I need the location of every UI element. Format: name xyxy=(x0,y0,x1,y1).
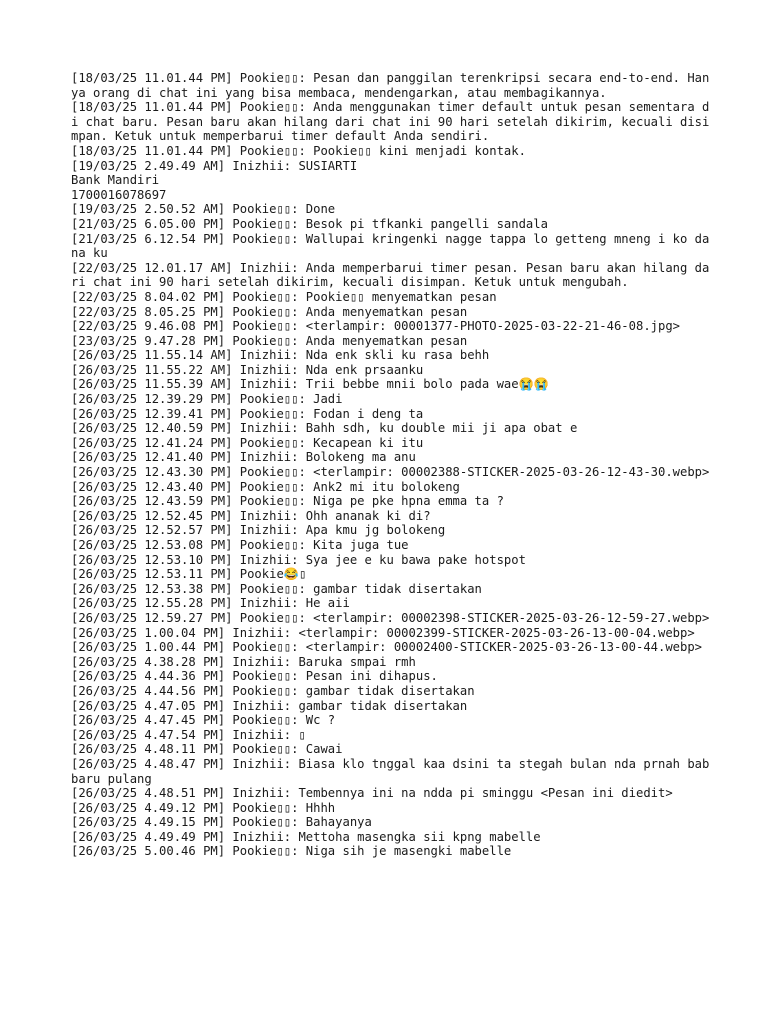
chat-line: [18/03/25 11.01.44 PM] Pookie▯▯: Anda menggunakan timer default untuk pesan sementara di chat baru. Pesan baru akan hilang dari chat ini 90 hari setelah dikirim, kecuali disimpan. Ketuk untuk memperbarui timer default Anda sendiri. xyxy=(71,100,710,144)
chat-line: [26/03/25 11.55.14 AM] Inizhii: Nda enk skli ku rasa behh xyxy=(71,348,490,363)
chat-line: [22/03/25 8.04.02 PM] Pookie▯▯: Pookie▯▯ menyematkan pesan xyxy=(71,289,497,304)
chat-line: [26/03/25 12.39.41 PM] Pookie▯▯: Fodan i deng ta xyxy=(71,406,424,421)
chat-line: [26/03/25 12.41.24 PM] Pookie▯▯: Kecapean ki itu xyxy=(71,435,424,450)
chat-line: [26/03/25 4.47.54 PM] Inizhii: ▯ xyxy=(71,727,306,742)
chat-line: [26/03/25 12.52.57 PM] Inizhii: Apa kmu jg bolokeng xyxy=(71,523,446,538)
chat-line: [26/03/25 12.43.40 PM] Pookie▯▯: Ank2 mi itu bolokeng xyxy=(71,479,460,494)
chat-line: [26/03/25 4.48.47 PM] Inizhii: Biasa klo tnggal kaa dsini ta stegah bulan nda prnah bab baru pulang xyxy=(71,756,717,786)
chat-line: [18/03/25 11.01.44 PM] Pookie▯▯: Pookie▯▯ kini menjadi kontak. xyxy=(71,143,526,158)
chat-line: Bank Mandiri xyxy=(71,173,160,188)
chat-line: [26/03/25 4.49.15 PM] Pookie▯▯: Bahayanya xyxy=(71,815,372,830)
chat-line: [19/03/25 2.49.49 AM] Inizhii: SUSIARTI xyxy=(71,158,358,173)
chat-line: [26/03/25 4.47.05 PM] Inizhii: gambar tidak disertakan xyxy=(71,698,468,713)
chat-line: [26/03/25 1.00.04 PM] Inizhii: <terlampir: 00002399-STICKER-2025-03-26-13-00-04.webp> xyxy=(71,625,695,640)
chat-line: [26/03/25 12.39.29 PM] Pookie▯▯: Jadi xyxy=(71,392,343,407)
chat-line: [26/03/25 4.49.12 PM] Pookie▯▯: Hhhh xyxy=(71,800,336,815)
chat-line: [26/03/25 4.48.51 PM] Inizhii: Tembennya ini na ndda pi sminggu <Pesan ini diedit> xyxy=(71,786,673,801)
chat-line: [26/03/25 12.55.28 PM] Inizhii: He aii xyxy=(71,596,350,611)
chat-line: [26/03/25 4.49.49 PM] Inizhii: Mettoha masengka sii kpng mabelle xyxy=(71,829,541,844)
chat-line: [23/03/25 9.47.28 PM] Pookie▯▯: Anda menyematkan pesan xyxy=(71,333,468,348)
chat-line: [26/03/25 4.47.45 PM] Pookie▯▯: Wc ? xyxy=(71,713,336,728)
chat-line: [26/03/25 12.53.10 PM] Inizhii: Sya jee e ku bawa pake hotspot xyxy=(71,552,526,567)
chat-line: [26/03/25 12.53.08 PM] Pookie▯▯: Kita juga tue xyxy=(71,538,409,552)
chat-line: [26/03/25 12.40.59 PM] Inizhii: Bahh sdh, ku double mii ji apa obat e xyxy=(71,421,578,436)
chat-transcript xyxy=(71,71,717,859)
chat-line: [26/03/25 1.00.44 PM] Pookie▯▯: <terlampir: 00002400-STICKER-2025-03-26-13-00-44.webp> xyxy=(71,640,703,655)
chat-line: [26/03/25 11.55.39 AM] Inizhii: Trii bebbe mnii bolo pada wae😭😭 xyxy=(71,377,549,392)
chat-line: [26/03/25 12.53.38 PM] Pookie▯▯: gambar tidak disertakan xyxy=(71,581,482,596)
chat-line: [26/03/25 4.38.28 PM] Inizhii: Baruka smpai rmh xyxy=(71,654,416,669)
chat-line: [26/03/25 12.52.45 PM] Inizhii: Ohh ananak ki di? xyxy=(71,508,431,523)
chat-line: [26/03/25 4.48.11 PM] Pookie▯▯: Cawai xyxy=(71,742,343,757)
chat-line: [26/03/25 12.43.30 PM] Pookie▯▯: <terlampir: 00002388-STICKER-2025-03-26-12-43-30.webp> xyxy=(71,465,710,480)
chat-line: [26/03/25 4.44.56 PM] Pookie▯▯: gambar tidak disertakan xyxy=(71,683,475,698)
chat-line: [26/03/25 12.53.11 PM] Pookie😂▯ xyxy=(71,567,307,582)
chat-line: [22/03/25 8.05.25 PM] Pookie▯▯: Anda menyematkan pesan xyxy=(71,304,468,319)
chat-line: [26/03/25 12.41.40 PM] Inizhii: Bolokeng ma anu xyxy=(71,450,416,465)
chat-line: [18/03/25 11.01.44 PM] Pookie▯▯: Pesan dan panggilan terenkripsi secara end-to-end. Hanya orang di chat ini yang bisa membaca, mendengarkan, atau membagikannya. xyxy=(71,71,710,100)
chat-line: 1700016078697 xyxy=(71,187,167,202)
chat-line: [26/03/25 5.00.46 PM] Pookie▯▯: Niga sih je masengki mabelle xyxy=(71,844,512,859)
chat-line: [21/03/25 6.05.00 PM] Pookie▯▯: Besok pi tfkanki pangelli sandala xyxy=(71,216,548,231)
chat-line: [26/03/25 12.59.27 PM] Pookie▯▯: <terlampir: 00002398-STICKER-2025-03-26-12-59-27.webp> xyxy=(71,610,710,625)
chat-line: [26/03/25 4.44.36 PM] Pookie▯▯: Pesan ini dihapus. xyxy=(71,669,438,684)
chat-line: [22/03/25 9.46.08 PM] Pookie▯▯: <terlampir: 00001377-PHOTO-2025-03-22-21-46-08.jpg> xyxy=(71,319,681,334)
chat-line: [26/03/25 12.43.59 PM] Pookie▯▯: Niga pe pke hpna emma ta ? xyxy=(71,494,504,509)
chat-line: [21/03/25 6.12.54 PM] Pookie▯▯: Wallupai kringenki nagge tappa lo getteng mneng i ko dana ku xyxy=(71,231,710,261)
chat-line: [19/03/25 2.50.52 AM] Pookie▯▯: Done xyxy=(71,202,336,217)
chat-line: [26/03/25 11.55.22 AM] Inizhii: Nda enk prsaanku xyxy=(71,362,424,377)
chat-line: [22/03/25 12.01.17 AM] Inizhii: Anda memperbarui timer pesan. Pesan baru akan hilang dari chat ini 90 hari setelah dikirim, kecuali disimpan. Ketuk untuk mengubah. xyxy=(71,260,710,290)
